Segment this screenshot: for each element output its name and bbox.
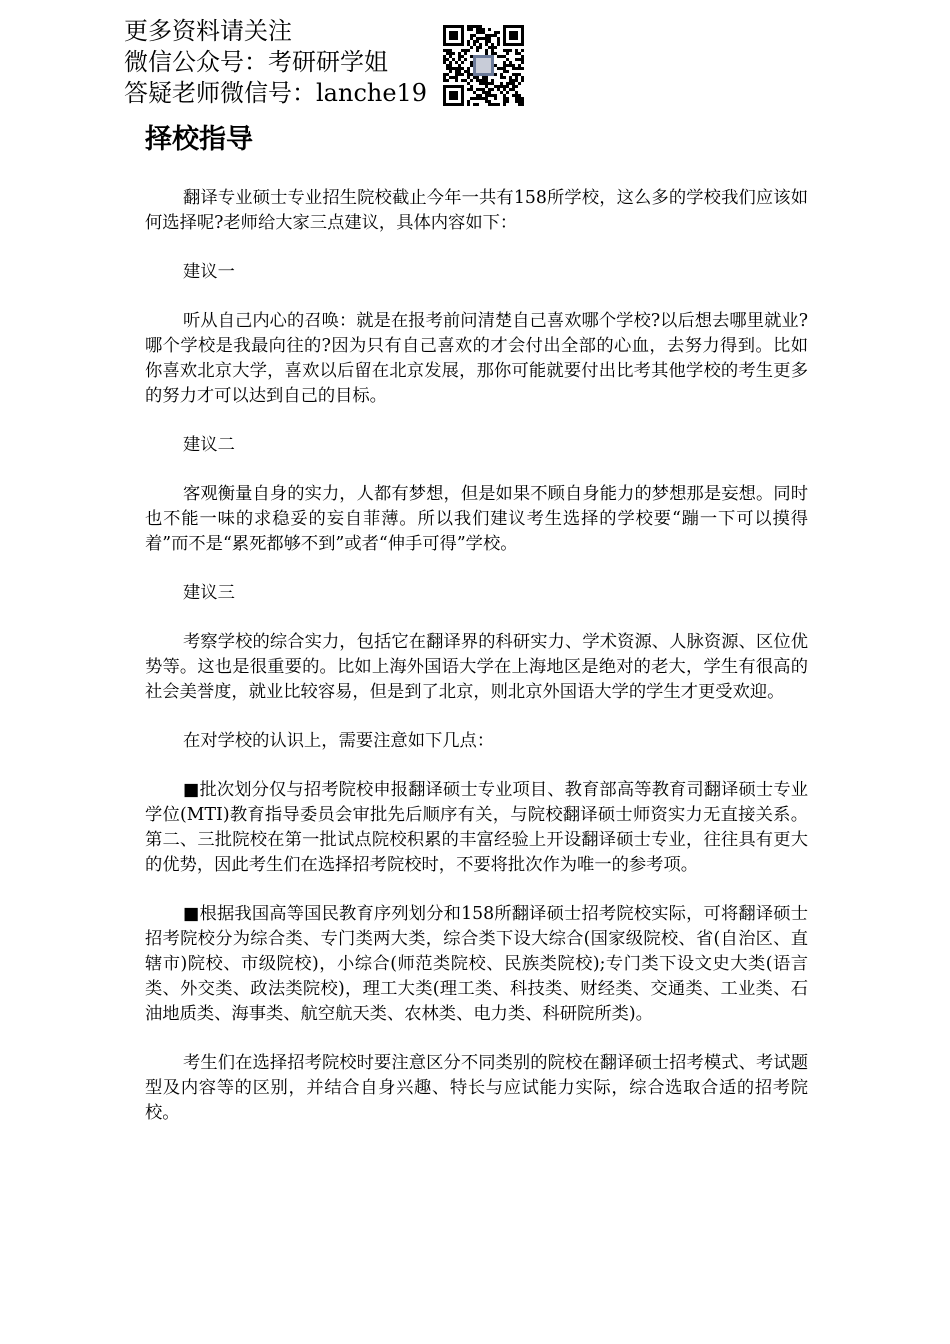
suggestion-2-paragraph: 客观衡量自身的实力，人都有梦想，但是如果不顾自身能力的梦想那是妄想。同时也不能一味的求稳妥的妄自菲薄。所以我们建议考生选择的学校要“蹦一下可以摸得着”而不是“累死都够不到”或者“伸手可得”学校。 [145, 484, 808, 554]
suggestion-2-heading: 建议二 [183, 435, 235, 455]
intro-paragraph: 翻译专业硕士专业招生院校截止今年一共有158所学校，这么多的学校我们应该如何选择呢?老师给大家三点建议，具体内容如下： [145, 188, 808, 233]
promo-line-follow: 更多资料请关注 [124, 17, 292, 45]
promo-line-teacher-wechat: 答疑老师微信号：lanche19 [124, 79, 428, 107]
notes-intro-paragraph: 在对学校的认识上，需要注意如下几点： [183, 731, 495, 751]
suggestion-3-paragraph: 考察学校的综合实力，包括它在翻译界的科研实力、学术资源、人脉资源、区位优势等。这也是很重要的。比如上海外国语大学在上海地区是绝对的老大，学生有很高的社会美誉度，就业比较容易，但是到了北京，则北京外国语大学的学生才更受欢迎。 [145, 632, 808, 702]
note-category-paragraph: ■根据我国高等国民教育序列划分和158所翻译硕士招考院校实际，可将翻译硕士招考院校分为综合类、专门类两大类，综合类下设大综合(国家级院校、省(自治区、直辖市)院校、市级院校)，小综合(师范类院校、民族类院校);专门类下设文史大类(语言类、外交类、政法类院校)，理工大类(理工类、科技类、财经类、交通类、工业类、石油地质类、海事类、航空航天类、农林类、电力类、科研院所类)。 [145, 904, 808, 1024]
suggestion-1-heading: 建议一 [183, 262, 235, 282]
qr-code-icon [443, 25, 524, 106]
suggestion-3-heading: 建议三 [183, 583, 235, 603]
page-title: 择校指导 [145, 124, 253, 155]
suggestion-1-paragraph: 听从自己内心的召唤：就是在报考前问清楚自己喜欢哪个学校?以后想去哪里就业?哪个学校是我最向往的?因为只有自己喜欢的才会付出全部的心血，去努力得到。比如你喜欢北京大学，喜欢以后留在北京发展，那你可能就要付出比考其他学校的考生更多的努力才可以达到自己的目标。 [145, 311, 808, 406]
note-batch-paragraph: ■批次划分仅与招考院校申报翻译硕士专业项目、教育部高等教育司翻译硕士专业学位(MTI)教育指导委员会审批先后顺序有关，与院校翻译硕士师资实力无直接关系。第二、三批院校在第一批试点院校积累的丰富经验上开设翻译硕士专业，往往具有更大的优势，因此考生们在选择招考院校时，不要将批次作为唯一的参考项。 [145, 780, 808, 875]
closing-paragraph: 考生们在选择招考院校时要注意区分不同类别的院校在翻译硕士招考模式、考试题型及内容等的区别，并结合自身兴趣、特长与应试能力实际，综合选取合适的招考院校。 [145, 1053, 808, 1123]
promo-line-wechat-account: 微信公众号：考研研学姐 [124, 48, 388, 76]
article-body [145, 186, 808, 1150]
promo-header [124, 16, 454, 109]
